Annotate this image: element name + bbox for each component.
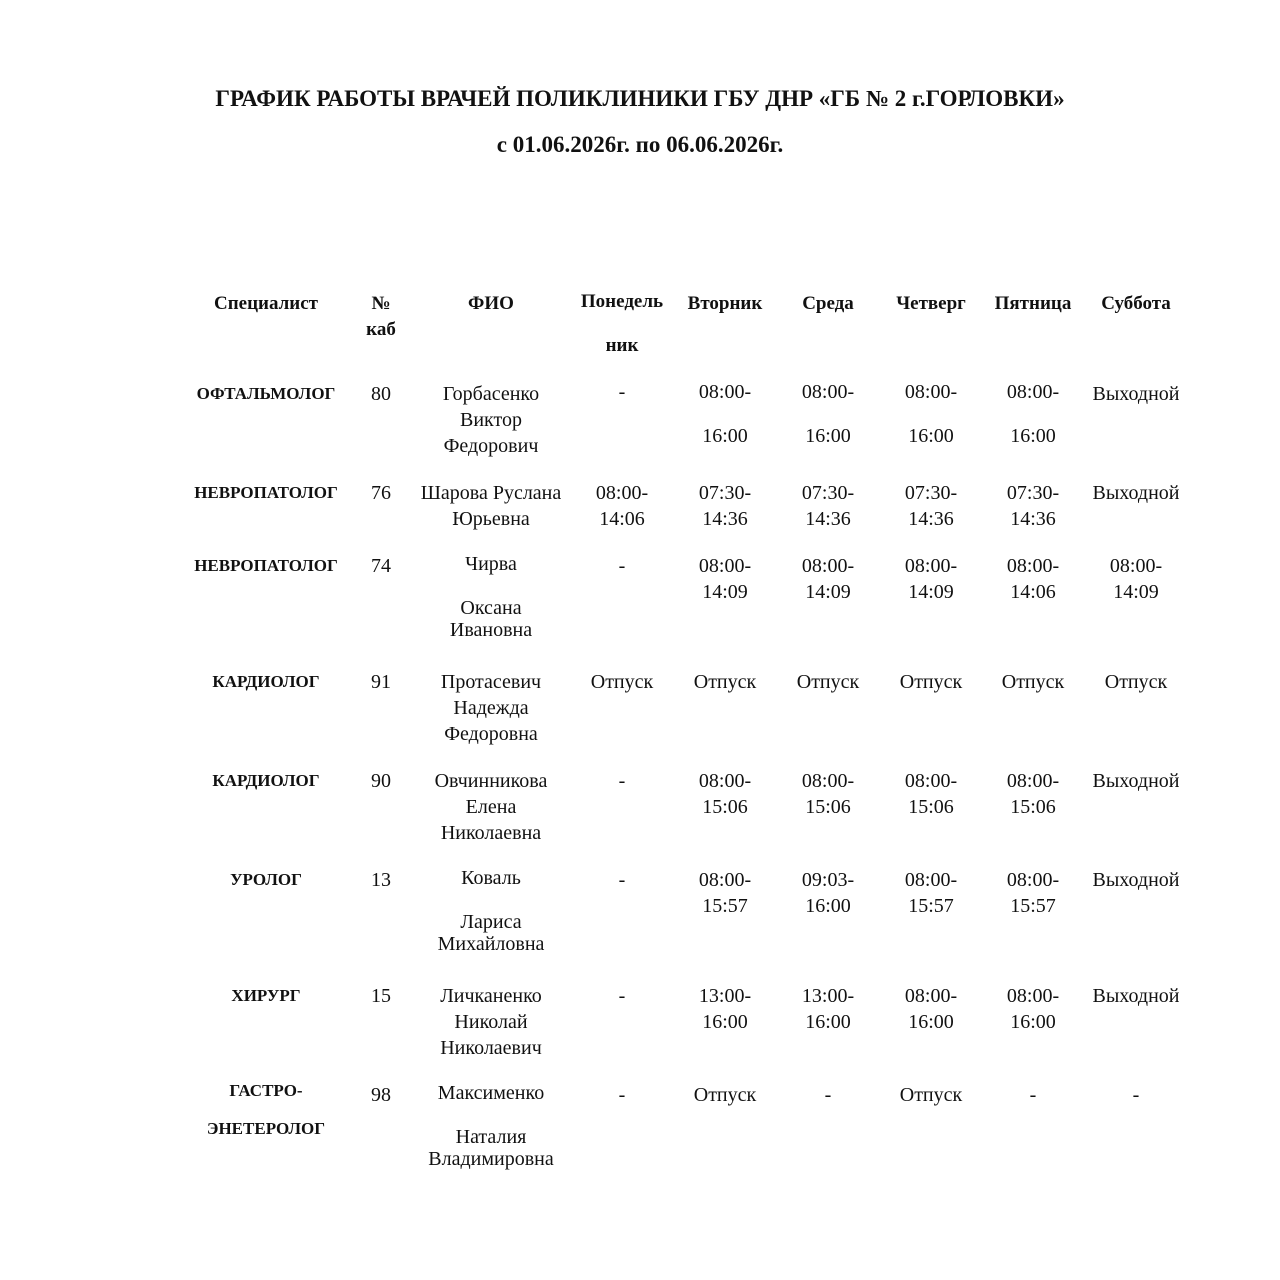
row-monday: - xyxy=(618,770,626,792)
row-cabinet: 91 xyxy=(371,671,391,693)
row-cabinet: 15 xyxy=(371,985,391,1007)
row-wednesday: 08:00- 15:06 xyxy=(801,770,855,818)
row-cabinet: 74 xyxy=(371,555,391,577)
row-thursday: Отпуск xyxy=(899,1084,963,1106)
row-monday: - xyxy=(618,1084,626,1106)
row-tuesday: 13:00- 16:00 xyxy=(698,985,752,1033)
row-wednesday: 08:00- 14:09 xyxy=(801,555,855,603)
row-saturday: Отпуск xyxy=(1104,671,1168,693)
row-specialist: КАРДИОЛОГ xyxy=(212,672,320,691)
row-wednesday: 07:30- 14:36 xyxy=(801,482,855,530)
row-tuesday: 08:00- 16:00 xyxy=(698,381,752,447)
row-friday: - xyxy=(1029,1084,1037,1106)
row-thursday: 08:00- 14:09 xyxy=(904,555,958,603)
row-monday: - xyxy=(618,869,626,891)
row-tuesday: 07:30- 14:36 xyxy=(698,482,752,530)
row-thursday: 08:00- 15:57 xyxy=(904,869,958,917)
header-wednesday: Среда xyxy=(802,293,854,314)
row-friday: 08:00- 16:00 xyxy=(1006,985,1060,1033)
row-cabinet: 80 xyxy=(371,383,391,405)
row-friday: 08:00- 16:00 xyxy=(1006,381,1060,447)
header-cabinet: № каб xyxy=(366,293,396,340)
page-subtitle-dates: с 01.06.2026г. по 06.06.2026г. xyxy=(496,132,784,157)
row-fio: Коваль Лариса Михайловна xyxy=(437,867,545,955)
row-tuesday: Отпуск xyxy=(693,1084,757,1106)
row-thursday: 08:00- 16:00 xyxy=(904,985,958,1033)
header-monday: Понедель ник xyxy=(580,291,664,356)
row-saturday: Выходной xyxy=(1092,383,1180,405)
row-monday: - xyxy=(618,985,626,1007)
row-friday: Отпуск xyxy=(1001,671,1065,693)
row-friday: 08:00- 14:06 xyxy=(1006,555,1060,603)
row-monday: Отпуск xyxy=(590,671,654,693)
row-wednesday: Отпуск xyxy=(796,671,860,693)
row-thursday: 07:30- 14:36 xyxy=(904,482,958,530)
row-saturday: Выходной xyxy=(1092,482,1180,504)
row-cabinet: 13 xyxy=(371,869,391,891)
row-specialist: ГАСТРО- ЭНЕТЕРОЛОГ xyxy=(206,1081,326,1138)
row-monday: - xyxy=(618,381,626,403)
row-saturday: Выходной xyxy=(1092,985,1180,1007)
row-specialist: УРОЛОГ xyxy=(230,870,302,889)
header-fio: ФИО xyxy=(468,293,514,314)
row-thursday: 08:00- 16:00 xyxy=(904,381,958,447)
row-saturday: - xyxy=(1132,1084,1140,1106)
row-friday: 08:00- 15:06 xyxy=(1006,770,1060,818)
row-fio: Чирва Оксана Ивановна xyxy=(449,553,533,641)
row-monday: 08:00- 14:06 xyxy=(595,482,649,530)
row-saturday: 08:00- 14:09 xyxy=(1109,555,1163,603)
row-fio: Личканенко Николай Николаевич xyxy=(440,985,542,1059)
row-tuesday: 08:00- 14:09 xyxy=(698,555,752,603)
row-tuesday: Отпуск xyxy=(693,671,757,693)
row-specialist: КАРДИОЛОГ xyxy=(212,771,320,790)
header-saturday: Суббота xyxy=(1101,293,1171,314)
row-tuesday: 08:00- 15:57 xyxy=(698,869,752,917)
header-tuesday: Вторник xyxy=(687,293,763,314)
row-thursday: 08:00- 15:06 xyxy=(904,770,958,818)
row-friday: 08:00- 15:57 xyxy=(1006,869,1060,917)
row-friday: 07:30- 14:36 xyxy=(1006,482,1060,530)
row-thursday: Отпуск xyxy=(899,671,963,693)
row-fio: Горбасенко Виктор Федорович xyxy=(442,383,540,457)
header-specialist: Специалист xyxy=(213,293,319,314)
row-specialist: ХИРУРГ xyxy=(231,986,301,1005)
row-specialist: НЕВРОПАТОЛОГ xyxy=(194,556,338,575)
row-fio: Шарова Руслана Юрьевна xyxy=(420,482,562,530)
row-specialist: НЕВРОПАТОЛОГ xyxy=(194,483,338,502)
row-fio: Овчинникова Елена Николаевна xyxy=(434,770,548,844)
row-specialist: ОФТАЛЬМОЛОГ xyxy=(196,384,336,403)
header-thursday: Четверг xyxy=(896,293,966,314)
row-saturday: Выходной xyxy=(1092,869,1180,891)
row-monday: - xyxy=(618,555,626,577)
row-cabinet: 76 xyxy=(371,482,391,504)
row-tuesday: 08:00- 15:06 xyxy=(698,770,752,818)
row-fio: Максименко Наталия Владимировна xyxy=(428,1082,554,1170)
row-wednesday: 13:00- 16:00 xyxy=(801,985,855,1033)
row-cabinet: 90 xyxy=(371,770,391,792)
row-wednesday: - xyxy=(824,1084,832,1106)
row-cabinet: 98 xyxy=(371,1084,391,1106)
page-title: ГРАФИК РАБОТЫ ВРАЧЕЙ ПОЛИКЛИНИКИ ГБУ ДНР «ГБ № 2 г.ГОРЛОВКИ» xyxy=(215,86,1065,111)
row-wednesday: 09:03- 16:00 xyxy=(801,869,855,917)
header-friday: Пятница xyxy=(994,293,1072,314)
row-fio: Протасевич Надежда Федоровна xyxy=(440,671,542,745)
row-wednesday: 08:00- 16:00 xyxy=(801,381,855,447)
row-saturday: Выходной xyxy=(1092,770,1180,792)
